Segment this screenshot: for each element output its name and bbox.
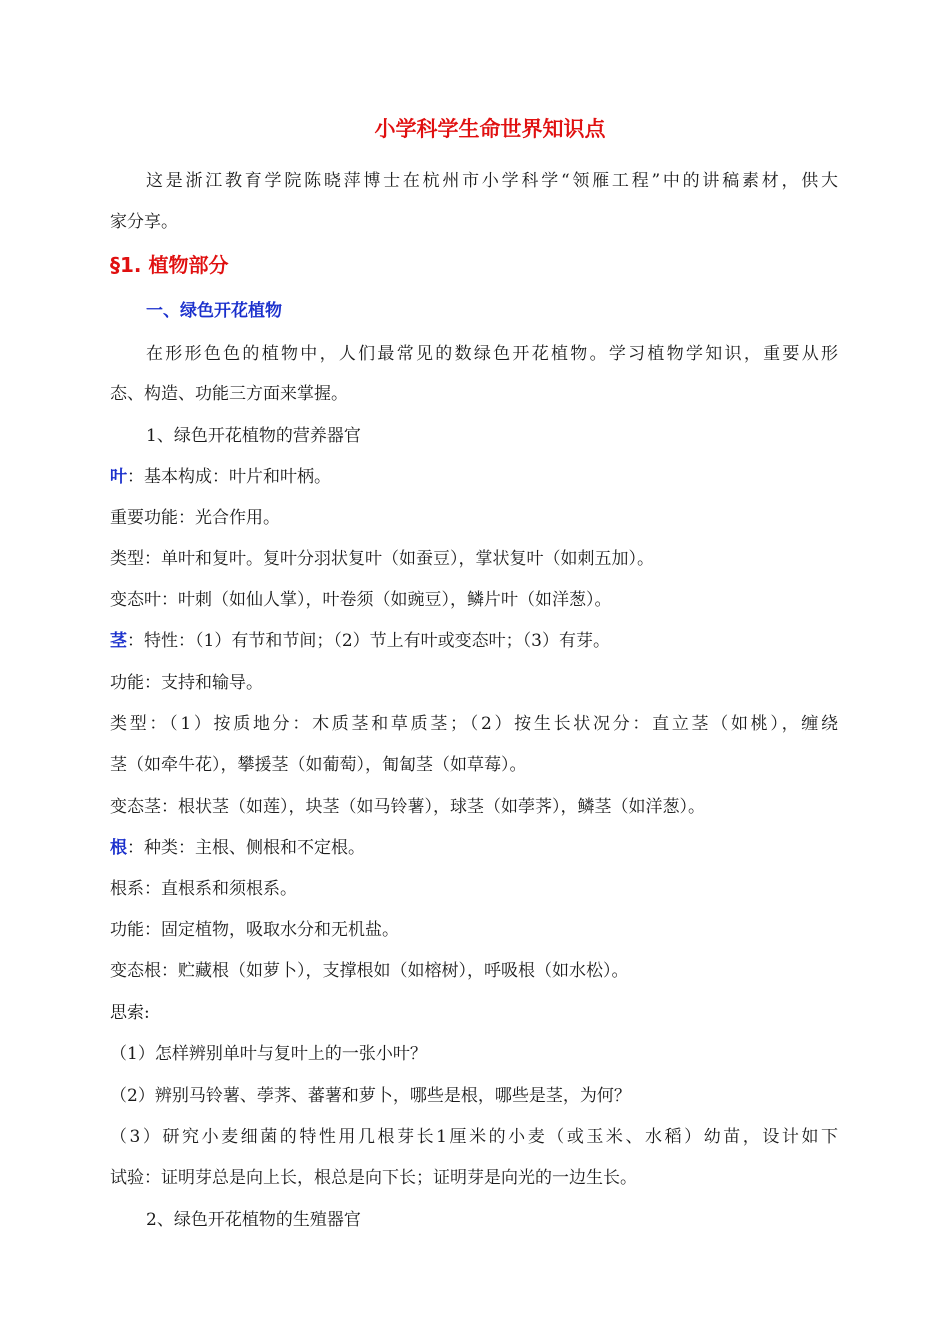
leaf-line-3: 类型：单叶和复叶。复叶分羽状复叶（如蚕豆），掌状复叶（如刺五加）。	[110, 549, 654, 569]
stem-line-2: 功能：支持和输导。	[110, 673, 263, 693]
leaf-line-1	[110, 466, 331, 488]
stem-label: 茎	[110, 631, 127, 651]
section-heading: §1. 植物部分	[110, 253, 229, 277]
root-line-2: 根系：直根系和须根系。	[110, 879, 297, 899]
paragraph-line-1: 在形形色色的植物中，人们最常见的数绿色开花植物。学习植物学知识，重要从形	[146, 344, 838, 364]
root-line-4: 变态根：贮藏根（如萝卜），支撑根如（如榕树），呼吸根（如水松）。	[110, 961, 629, 981]
question-1: （1）怎样辨别单叶与复叶上的一张小叶？	[110, 1044, 427, 1064]
stem-line-4: 茎（如牵牛花），攀援茎（如葡萄），匍匐茎（如草莓）。	[110, 755, 527, 775]
question-2: （2）辨别马铃薯、荸荠、蕃薯和萝卜，哪些是根，哪些是茎，为何？	[110, 1086, 631, 1106]
document-title: 小学科学生命世界知识点	[374, 117, 606, 141]
think-label: 思索:	[110, 1003, 150, 1023]
stem-line-1	[110, 630, 610, 652]
subsection-heading: 一、绿色开花植物	[146, 301, 282, 321]
leaf-line-4: 变态叶：叶刺（如仙人掌），叶卷须（如豌豆），鳞片叶（如洋葱）。	[110, 590, 612, 610]
intro-line-2: 家分享。	[110, 212, 178, 232]
stem-line-1-text: ：特性：（1）有节和节间；（2）节上有叶或变态叶；（3）有芽。	[127, 631, 610, 651]
leaf-line-1-text: ：基本构成：叶片和叶柄。	[127, 467, 331, 487]
root-line-1	[110, 837, 365, 859]
root-label: 根	[110, 838, 127, 858]
question-3-line-2: 试验：证明芽总是向上长，根总是向下长；证明芽是向光的一边生长。	[110, 1168, 637, 1188]
stem-line-5: 变态茎：根状茎（如莲），块茎（如马铃薯），球茎（如荸荠），鳞茎（如洋葱）。	[110, 797, 705, 817]
item-heading-1: 1、绿色开花植物的营养器官	[146, 426, 361, 446]
question-3-line-1: （3）研究小麦细菌的特性用几根芽长1厘米的小麦（或玉米、水稻）幼苗，设计如下	[110, 1127, 838, 1147]
root-line-1-text: ：种类：主根、侧根和不定根。	[127, 838, 365, 858]
intro-line-1: 这是浙江教育学院陈晓萍博士在杭州市小学科学“领雁工程”中的讲稿素材，供大	[146, 171, 838, 191]
item-heading-2: 2、绿色开花植物的生殖器官	[146, 1210, 361, 1230]
paragraph-line-2: 态、构造、功能三方面来掌握。	[110, 384, 348, 404]
stem-line-3: 类型：（1）按质地分：木质茎和草质茎；（2）按生长状况分：直立茎（如桃），缠绕	[110, 714, 838, 734]
root-line-3: 功能：固定植物，吸取水分和无机盐。	[110, 920, 399, 940]
leaf-line-2: 重要功能：光合作用。	[110, 508, 280, 528]
leaf-label: 叶	[110, 467, 127, 487]
